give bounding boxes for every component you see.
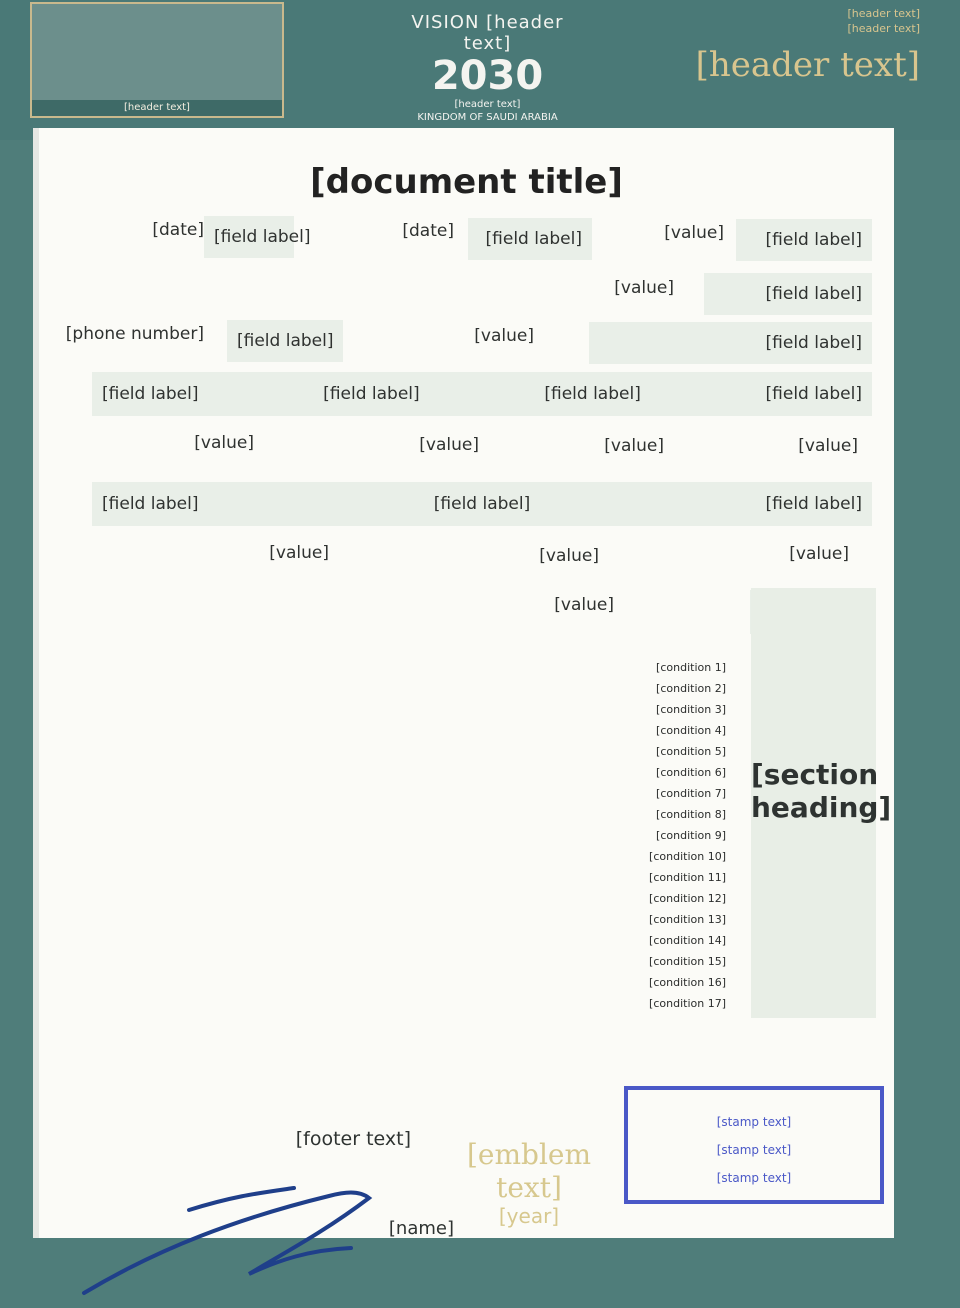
committee-letter-value: [value] [474, 326, 534, 346]
condition-11: [condition 11] [649, 871, 726, 884]
vision-country-english: KINGDOM OF SAUDI ARABIA [417, 112, 558, 123]
site-allowed-quantity-label: [field label] [323, 384, 420, 404]
document-header [0, 0, 960, 140]
quantities-header-row [92, 372, 872, 416]
condition-6: [condition 6] [656, 766, 726, 779]
condition-9: [condition 9] [656, 829, 726, 842]
daily-quantity-value: [value] [604, 436, 664, 456]
workers-count-value: [value] [539, 546, 599, 566]
location-value: [value] [554, 595, 614, 615]
stamp-line-1: [stamp text] [716, 1115, 792, 1129]
meal-type-label: [field label] [102, 384, 199, 404]
condition-5: [condition 5] [656, 745, 726, 758]
region-number-label: [field label] [765, 494, 862, 514]
department-line-2: [header text] [847, 22, 920, 35]
ramadan-emblem [439, 1138, 619, 1228]
manager-title: [footer text] [295, 1128, 411, 1150]
feeding-official-value: [value] [269, 543, 329, 563]
ramadan-word: [emblem text] [466, 1138, 592, 1204]
condition-2: [condition 2] [656, 682, 726, 695]
vision-2030-logo [405, 12, 570, 123]
signer-name: [name] [388, 1218, 454, 1239]
condition-16: [condition 16] [649, 976, 726, 989]
end-date-value: [date] [152, 220, 204, 240]
permit-title: [document title] [310, 162, 623, 202]
vision-country-arabic: [header text] [454, 99, 521, 110]
department-line-1: [header text] [847, 7, 920, 20]
workers-count-label: [field label] [433, 494, 531, 514]
permit-holder-label: [field label] [704, 273, 872, 315]
photo-banner-caption: [header text] [32, 100, 282, 116]
mosque-photo-banner [30, 2, 284, 118]
condition-12: [condition 12] [649, 892, 726, 905]
condition-7: [condition 7] [656, 787, 726, 800]
condition-15: [condition 15] [649, 955, 726, 968]
permit-number-value: [value] [664, 223, 724, 243]
end-date-label: [field label] [204, 216, 294, 258]
start-date-label: [field label] [468, 218, 592, 260]
ramadan-year: [year] [498, 1204, 560, 1228]
permit-holder-value: [value] [614, 278, 674, 298]
condition-17: [condition 17] [649, 997, 726, 1010]
condition-1: [condition 1] [656, 661, 726, 674]
site-allowed-quantity-value: [value] [419, 435, 479, 455]
permit-sheet [33, 128, 894, 1238]
condition-8: [condition 8] [656, 808, 726, 821]
permit-number-label: [field label] [736, 219, 872, 261]
meal-type-value: [value] [194, 433, 254, 453]
department-header [670, 6, 920, 126]
condition-3: [condition 3] [656, 703, 726, 716]
stamp-line-2: [stamp text] [716, 1143, 792, 1157]
stamp-line-3: [stamp text] [716, 1171, 792, 1185]
condition-4: [condition 4] [656, 724, 726, 737]
workforce-header-row [92, 482, 872, 526]
department-name: [header text] [695, 45, 920, 85]
official-stamp [624, 1086, 884, 1204]
permit-terms-label: [section heading] [751, 588, 876, 1018]
condition-14: [condition 14] [649, 934, 726, 947]
committee-letter-label: [field label] [589, 322, 872, 364]
mobile-number-value: [phone number] [65, 324, 204, 344]
daily-quantity-label: [field label] [544, 384, 641, 404]
condition-13: [condition 13] [649, 913, 726, 926]
start-date-value: [date] [402, 221, 454, 241]
condition-10: [condition 10] [649, 850, 726, 863]
vision-title: VISION [header text] [411, 12, 564, 54]
monthly-total-value: [value] [798, 436, 858, 456]
feeding-official-label: [field label] [102, 494, 199, 514]
monthly-total-label: [field label] [765, 384, 862, 404]
mobile-number-label: [field label] [227, 320, 343, 362]
vision-year: 2030 [431, 53, 544, 99]
region-number-value: [value] [789, 544, 849, 564]
